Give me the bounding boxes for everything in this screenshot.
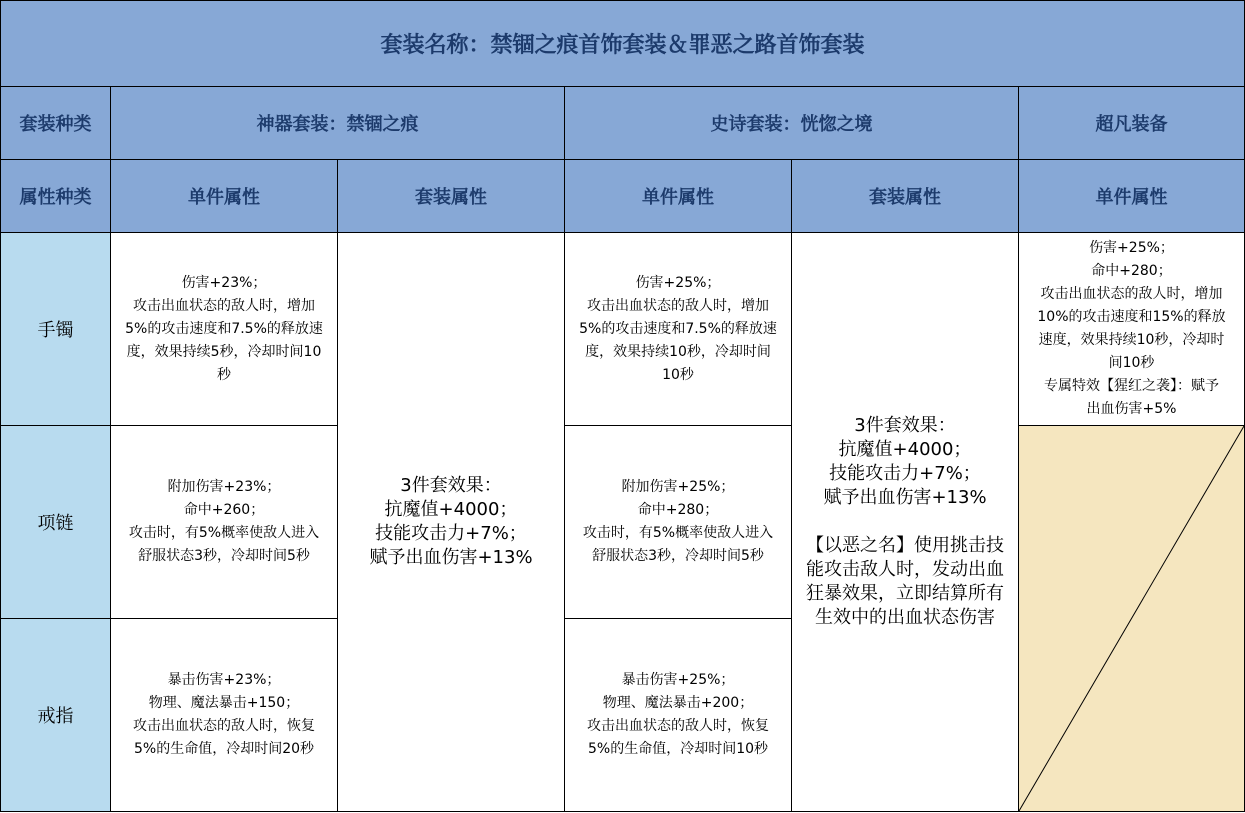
header-set-attr-artifact <box>338 160 565 233</box>
row-header-ring-text: 戒指 <box>37 706 74 727</box>
row-header-bracelet <box>0 233 111 426</box>
header-category-label <box>0 87 111 160</box>
header-beyond <box>1019 87 1245 160</box>
table-title <box>0 0 1245 87</box>
row-header-necklace <box>0 426 111 619</box>
artifact-ring-attr <box>111 619 338 812</box>
header-single-attr-epic <box>565 160 792 233</box>
artifact-necklace-attr-text: 附加伤害+23%； 命中+260； 攻击时，有5%概率使敌人进入 舒服状态3秒，冷却时间5秒 <box>128 479 320 564</box>
header-set-attr-epic <box>792 160 1019 233</box>
beyond-bracelet-attr-text: 伤害+25%； 命中+280； 攻击出血状态的敌人时，增加 10%的攻击速度和15%的释放 速度，效果持续10秒，冷却时 间10秒 专属特效【猩红之袭】：赋予 出血伤害+5% <box>1037 240 1226 417</box>
header-set-attr-artifact-text: 套装属性 <box>415 187 487 208</box>
header-single-attr-beyond <box>1019 160 1245 233</box>
artifact-set-effect-text: 3件套效果： 抗魔值+4000； 技能攻击力+7%； 赋予出血伤害+13% <box>369 475 533 568</box>
epic-set-effect <box>792 233 1019 812</box>
epic-bracelet-attr-text: 伤害+25%； 攻击出血状态的敌人时，增加 5%的攻击速度和7.5%的释放速 度，效果持续10秒，冷却时间 10秒 <box>579 274 777 383</box>
epic-ring-attr-text: 暴击伤害+25%； 物理、魔法暴击+200； 攻击出血状态的敌人时，恢复 5%的生命值，冷却时间10秒 <box>587 672 769 757</box>
header-epic-set <box>565 87 1019 160</box>
header-single-attr-artifact <box>111 160 338 233</box>
artifact-set-effect <box>338 233 565 812</box>
epic-ring-attr <box>565 619 792 812</box>
artifact-bracelet-attr-text: 伤害+23%； 攻击出血状态的敌人时，增加 5%的攻击速度和7.5%的释放速 度，效果持续5秒，冷却时间10 秒 <box>125 274 323 383</box>
header-set-attr-epic-text: 套装属性 <box>869 187 941 208</box>
row-header-necklace-text: 项链 <box>37 513 74 534</box>
row-header-ring <box>0 619 111 812</box>
table-title-text: 套装名称：禁锢之痕首饰套装＆罪恶之路首饰套装 <box>380 33 865 58</box>
header-category-label-text: 套装种类 <box>19 114 92 135</box>
epic-bracelet-attr <box>565 233 792 426</box>
artifact-ring-attr-text: 暴击伤害+23%； 物理、魔法暴击+150； 攻击出血状态的敌人时，恢复 5%的生命值，冷却时间20秒 <box>133 672 315 757</box>
header-beyond-text: 超凡装备 <box>1095 114 1168 135</box>
header-attr-label <box>0 160 111 233</box>
epic-necklace-attr <box>565 426 792 619</box>
header-epic-set-text: 史诗套装：恍惚之境 <box>710 114 873 135</box>
header-artifact-set-text: 神器套装：禁锢之痕 <box>256 114 419 135</box>
header-attr-label-text: 属性种类 <box>19 187 92 208</box>
header-single-attr-beyond-text: 单件属性 <box>1095 187 1168 208</box>
header-single-attr-artifact-text: 单件属性 <box>188 187 260 208</box>
beyond-empty-cell <box>1019 426 1245 812</box>
artifact-necklace-attr <box>111 426 338 619</box>
header-artifact-set <box>111 87 565 160</box>
artifact-bracelet-attr <box>111 233 338 426</box>
row-header-bracelet-text: 手镯 <box>37 320 74 341</box>
epic-set-effect-text: 3件套效果： 抗魔值+4000； 技能攻击力+7%； 赋予出血伤害+13% 【以恶之名】使用挑击技 能攻击敌人时，发动出血 狂暴效果，立即结算所有 生效中的出血状态伤害 <box>806 415 1004 628</box>
beyond-bracelet-attr <box>1019 233 1245 426</box>
diagonal-slash <box>1019 426 1244 811</box>
epic-necklace-attr-text: 附加伤害+25%； 命中+280； 攻击时，有5%概率使敌人进入 舒服状态3秒，冷却时间5秒 <box>582 479 774 564</box>
header-single-attr-epic-text: 单件属性 <box>642 187 714 208</box>
